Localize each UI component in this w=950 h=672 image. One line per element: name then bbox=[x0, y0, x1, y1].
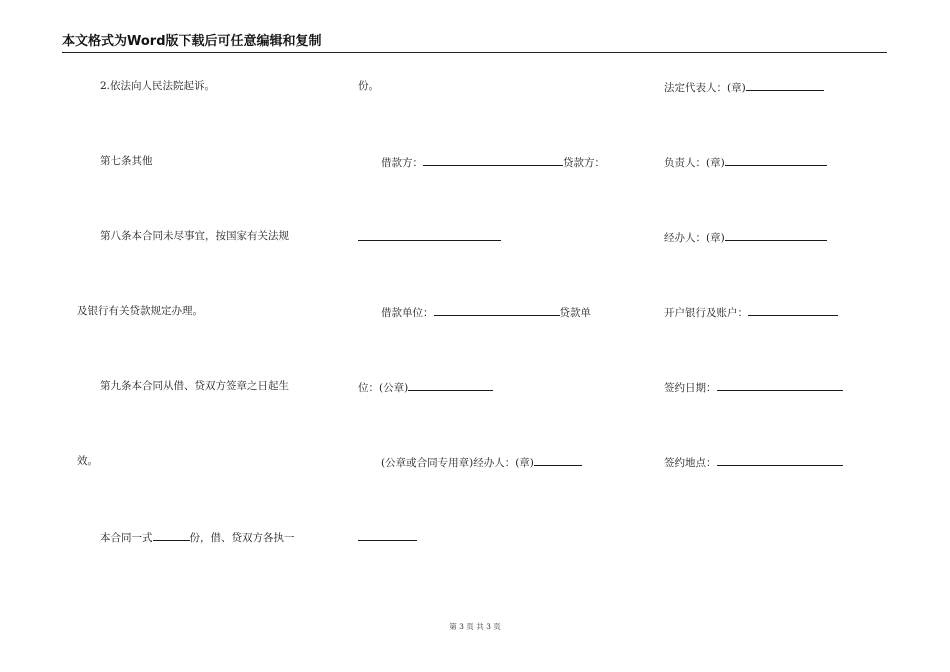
bank-account-line bbox=[664, 304, 838, 320]
lender-unit-seal-line bbox=[358, 379, 493, 395]
clause-seven-heading: 第七条其他 bbox=[100, 155, 153, 167]
sign-date-label: 签约日期： bbox=[664, 382, 717, 394]
clause-eight-line2: 及银行有关贷款规定办理。 bbox=[77, 305, 203, 317]
copies-line-end: 份。 bbox=[358, 80, 379, 92]
page-footer: 第 3 页 共 3 页 bbox=[449, 622, 501, 631]
copies-count-blank[interactable] bbox=[153, 529, 190, 541]
handler-blank-line bbox=[358, 529, 417, 545]
lender-blank-line bbox=[358, 229, 501, 245]
copies-line bbox=[100, 529, 295, 545]
borrower-unit-label: 借款单位： bbox=[381, 307, 434, 319]
legal-rep-blank[interactable] bbox=[746, 79, 824, 91]
column-left bbox=[0, 0, 340, 672]
sign-date-line bbox=[664, 379, 843, 395]
column-middle bbox=[340, 0, 640, 672]
contract-seal-handler-line bbox=[381, 454, 582, 470]
borrower-unit-blank[interactable] bbox=[434, 304, 560, 316]
sign-place-line bbox=[664, 454, 843, 470]
contract-seal-handler-blank[interactable] bbox=[534, 454, 582, 466]
sign-place-label: 签约地点： bbox=[664, 457, 717, 469]
clause-eight-line1: 第八条本合同未尽事宜，按国家有关法规 bbox=[100, 230, 289, 242]
handler-line bbox=[664, 229, 827, 245]
copies-label-start: 本合同一式 bbox=[100, 532, 153, 544]
borrower-blank[interactable] bbox=[423, 154, 563, 166]
responsible-person-line bbox=[664, 154, 827, 170]
header-title: 本文格式为Word版下载后可任意编辑和复制 bbox=[62, 34, 322, 49]
handler-label: 经办人：(章) bbox=[664, 232, 725, 244]
lender-label: 贷款方： bbox=[563, 157, 605, 169]
borrower-label: 借款方： bbox=[381, 157, 423, 169]
contract-seal-handler-label: (公章或合同专用章)经办人：(章) bbox=[381, 457, 534, 469]
responsible-person-label: 负责人：(章) bbox=[664, 157, 725, 169]
borrower-lender-line bbox=[381, 154, 605, 170]
copies-label-end: 份，借、贷双方各执一 bbox=[189, 532, 295, 544]
bank-account-label: 开户银行及账户： bbox=[664, 307, 748, 319]
lender-unit-seal-label: 位：(公章) bbox=[358, 382, 409, 394]
lender-blank[interactable] bbox=[358, 229, 501, 241]
sign-place-blank[interactable] bbox=[717, 454, 843, 466]
handler-sign-blank[interactable] bbox=[725, 229, 827, 241]
handler-blank[interactable] bbox=[358, 529, 417, 541]
bank-account-blank[interactable] bbox=[748, 304, 838, 316]
legal-rep-line bbox=[664, 79, 824, 95]
clause-lawsuit: 2.依法向人民法院起诉。 bbox=[100, 80, 216, 92]
legal-rep-label: 法定代表人：(章) bbox=[664, 82, 746, 94]
clause-nine-line2: 效。 bbox=[77, 455, 98, 467]
lender-unit-label: 贷款单 bbox=[559, 307, 591, 319]
sign-date-blank[interactable] bbox=[717, 379, 843, 391]
clause-nine-line1: 第九条本合同从借、贷双方签章之日起生 bbox=[100, 380, 289, 392]
column-right bbox=[640, 0, 950, 672]
lender-unit-seal-blank[interactable] bbox=[408, 379, 493, 391]
borrower-unit-line bbox=[381, 304, 591, 320]
responsible-person-blank[interactable] bbox=[725, 154, 827, 166]
